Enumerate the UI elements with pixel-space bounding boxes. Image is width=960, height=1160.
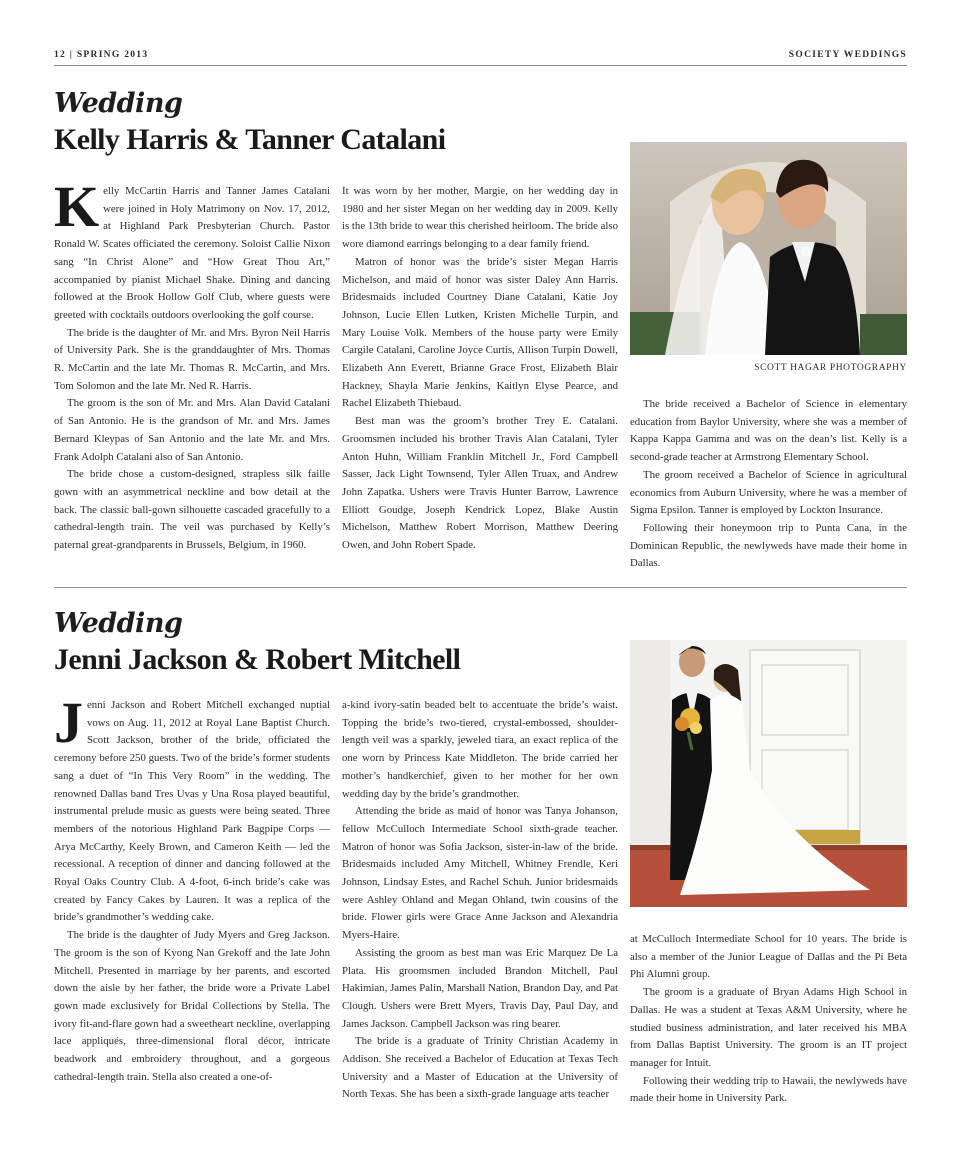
paragraph: The bride received a Bachelor of Science in elementary education from Baylor University, where she was a member of Kappa Kappa Gamma and was on the dean’s list. Kelly is a second-grade teacher at Armstrong Elementary School. (630, 398, 907, 464)
paragraph: Following their honeymoon trip to Punta Cana, in the Dominican Republic, the newlyweds have made their home in Dallas. (630, 521, 907, 570)
paragraph: Assisting the groom as best man was Eric Marquez De La Plata. His groomsmen included Brandon Mitchell, Paul Hakimian, James Palin, Marshall Nation, Brandon Day, and Pat Clough. Ushers were Brett Myers, Travis Day, Paul Day, and James Jackson. Campbell Jackson was ring bearer. (342, 946, 618, 1030)
paragraph: The groom is a graduate of Bryan Adams High School in Dallas. He was a student at Texas A&M University, where he studied business administration, and later received his MBA from Dallas Baptist University. The groom is an IT project manager for Intuit. (630, 986, 907, 1069)
paragraph: The bride is the daughter of Mr. and Mrs. Byron Neil Harris of University Park. She is the granddaughter of Mrs. Thomas R. McCartin and the late Mr. Thomas R. McCartin, and Mrs. Tom Solomon and the late Mr. Ned R. Harris. (54, 326, 330, 392)
article-title: Kelly Harris & Tanner Catalani (54, 123, 446, 156)
article1-column-2 (342, 183, 618, 555)
article-title: Jenni Jackson & Robert Mitchell (54, 643, 461, 676)
section-name: SOCIETY WEDDINGS (788, 50, 907, 60)
paragraph: Following their wedding trip to Hawaii, the newlyweds have made their home in University Park. (630, 1074, 907, 1105)
paragraph: The bride chose a custom-designed, strapless silk faille gown with an asymmetrical neckline and bow detail at the back. The classic ball-gown silhouette cascaded gracefully to a cathedral-length train. The veil was purchased by Kelly’s paternal great-grandparents in Brussels, Belgium, in 1960. (54, 468, 330, 552)
paragraph: The bride is the daughter of Judy Myers and Greg Jackson. The groom is the son of Kyong Nan Grekoff and the late John Mitchell. Presented in marriage by her parents, and escorted down the aisle by her father, the bride wore a Private Label gown made exclusively for Bridal Collections by Stella. The ivory fit-and-flare gown had a sweetheart neckline, overlapping lace appliqués, three-dimensional floral décor, intricate beadwork and embroidery throughout, and a gorgeous cathedral-length train. Stella also created a one-of- (54, 929, 330, 1083)
paragraph: at McCulloch Intermediate School for 10 years. The bride is also a member of the Junior League of Dallas and the Pi Beta Phi Alumni group. (630, 933, 907, 981)
article2-column-3 (630, 931, 907, 1108)
article-kicker: Wedding (54, 608, 183, 639)
paragraph: The groom is the son of Mr. and Mrs. Alan David Catalani of San Antonio. He is the grandson of Mr. and Mrs. James Bernard Kleypas of San Antonio and the late Mr. and Mrs. Frank Adolph Catalani also of San Antonio. (54, 397, 330, 463)
article-kicker: Wedding (54, 88, 183, 119)
paragraph: a-kind ivory-satin beaded belt to accentuate the bride’s waist. Topping the bride’s two-tiered, crystal-embossed, shoulder-length veil was a sparkly, jeweled tiara, an exact replica of the one worn by Princess Kate Middleton. The bride carried her mother’s handkerchief, given to her mother for her own wedding day by the bride’s grandmother. (342, 699, 618, 800)
article2-column-1 (54, 690, 330, 1086)
paragraph: Matron of honor was the bride’s sister Megan Harris Michelson, and maid of honor was sister Daley Ann Harris. Bridesmaids included Courtney Diane Catalani, Katie Joy Johnson, Lucie Ellen Lutken, Kristen Michelle Turpin, and Mary Louise Volk. Members of the house party were Emily Cargile Catalani, Caroline Joyce Curtis, Allison Turpin Dowell, Elizabeth Ann Everett, Brianne Grace Frost, Elizabeth Blair Hackney, Shayla Marie Jenkins, Kaitlyn Elyse Pearce, and Rachel Elizabeth Thiebaud. (342, 255, 618, 410)
article2-column-2 (342, 697, 618, 1104)
article1-column-3 (630, 396, 907, 573)
wedding-photo-harris-catalani (630, 142, 907, 355)
paragraph: The bride is a graduate of Trinity Christian Academy in Addison. She received a Bachelor of Education at Texas Tech University and a Master of Education at the University of North Texas. She has been a sixth-grade language arts teacher (342, 1035, 618, 1101)
paragraph: Best man was the groom’s brother Trey E. Catalani. Groomsmen included his brother Travis Alan Catalani, Tyler Anton Huhn, William Franklin Mitchell Jr., Ford Campbell Sasser, Jack Light Townsend, Tyler Allen Truax, and Andrew John Zapatka. Ushers were Travis Hunter Barrow, Lawrence Elliott Goudge, Joseph Kendrick Lopez, Blake Austin Michelson, Matthew Robert Morrison, Matthew Deering Owen, and John Robert Spade. (342, 415, 618, 552)
section-divider (54, 587, 907, 588)
drop-cap: K (54, 174, 100, 239)
wedding-photo-jackson-mitchell (630, 640, 907, 907)
drop-cap: J (54, 690, 83, 755)
paragraph: The groom received a Bachelor of Science in agricultural economics from Auburn University, where he was a member of Sigma Epsilon. Tanner is employed by Lockton Insurance. (630, 468, 907, 517)
paragraph: enni Jackson and Robert Mitchell exchanged nuptial vows on Aug. 11, 2012 at Royal Lane Baptist Church. Scott Jackson, brother of the bride, officiated the ceremony before 250 guests. Two of the bride’s former students sang a duet of “In This Very Room” in the wedding. The renowned Dallas band Tres Uvas y Una Rosa played beautiful, instrumental prelude music as guests were being seated. Three members of the notorious Highland Park Bagpipe Corps — Arya McCarthy, Keely Brown, and Cameron Keith — led the recessional. A reception of dinner and dancing followed at the Royal Oaks Country Club. A 4-foot, 6-inch bride’s cake was created by Fancy Cakes by Lauren. It was a replica of the bride’s grandmother’s wedding cake. (54, 699, 330, 924)
page-folio: 12 | SPRING 2013 (54, 50, 149, 60)
paragraph: Attending the bride as maid of honor was Tanya Johanson, fellow McCulloch Intermediate School sixth-grade teacher. Matron of honor was Sofia Jackson, sister-in-law of the bride. Bridesmaids included Amy Mitchell, Whitney Frendle, Keri Johnson, Lindsay Estes, and Rachel Schuh. Junior bridesmaids were Ashley Ohland and Megan Ohland, twin cousins of the bride. Flower girls were Grace Anne Jackson and Alexandria Myers-Haire. (342, 805, 618, 942)
photo-credit: SCOTT HAGAR PHOTOGRAPHY (754, 363, 907, 373)
running-header (54, 50, 907, 66)
paragraph: It was worn by her mother, Margie, on her wedding day in 1980 and her sister Megan on her wedding day in 2009. Kelly is the 13th bride to wear this cherished heirloom. The bride also wore diamond earrings belonging to a dear family friend. (342, 185, 618, 251)
article1-column-1 (54, 174, 330, 555)
paragraph: elly McCartin Harris and Tanner James Catalani were joined in Holy Matrimony on Nov. 17, 2012, at Highland Park Presbyterian Church. Pastor Ronald W. Scates officiated the ceremony. Soloist Callie Nixon sang “In Christ Alone” and “How Great Thou Art,” accompanied by pianist Michael Shake. Dining and dancing followed at the Brook Hollow Golf Club, where guests were greeted with cocktails outdoors overlooking the golf course. (54, 185, 330, 321)
